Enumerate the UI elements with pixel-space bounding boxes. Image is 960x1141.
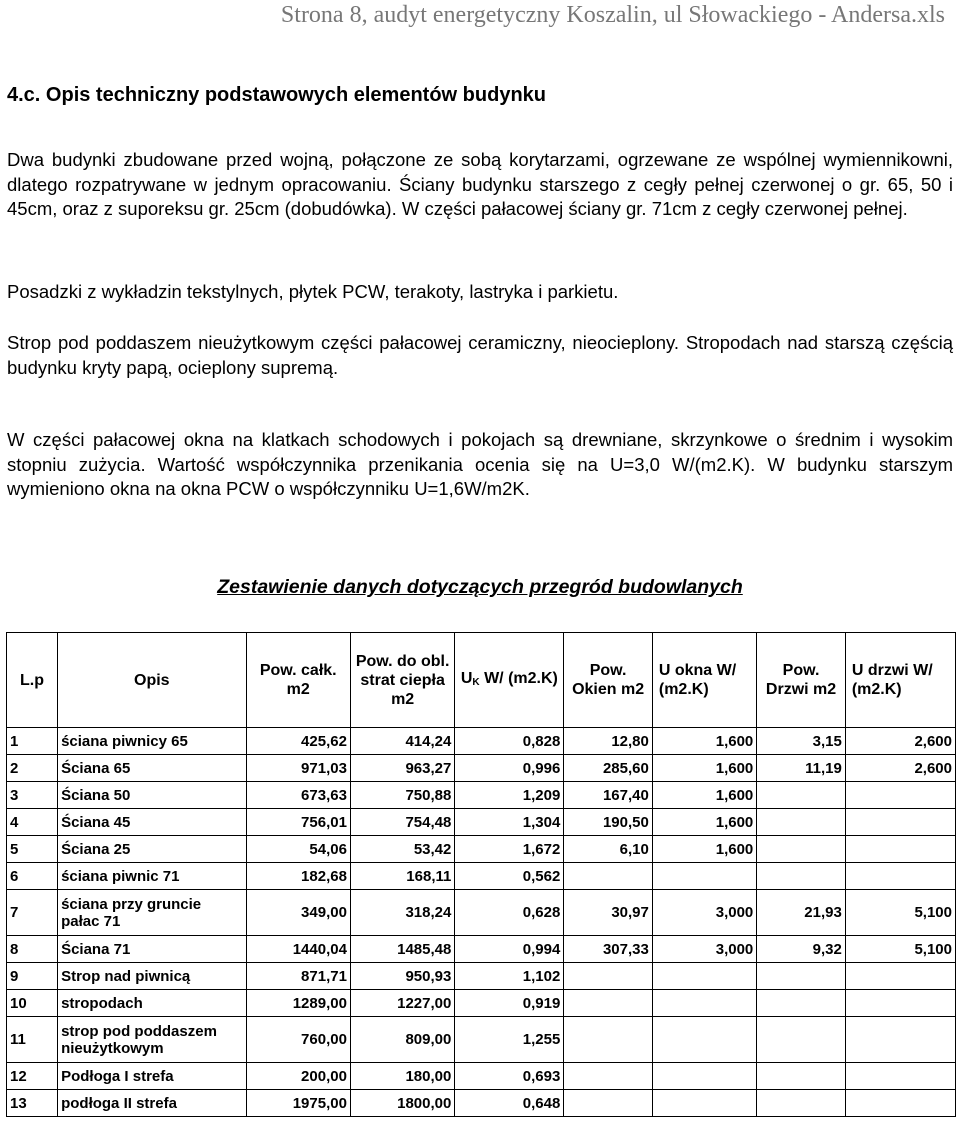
cell-opis: podłoga II strefa [58,1090,246,1117]
cell-uk: 1,672 [455,836,564,863]
cell-pow-okien [564,1017,653,1063]
cell-uk: 1,304 [455,809,564,836]
header-pow-drzwi: Pow. Drzwi m2 [757,633,846,728]
cell-opis: Ściana 25 [58,836,246,863]
cell-pow-okien: 6,10 [564,836,653,863]
page-header: Strona 8, audyt energetyczny Koszalin, ul Słowackiego - Andersa.xls [280,2,945,28]
cell-uk: 0,996 [455,755,564,782]
cell-lp: 13 [7,1090,58,1117]
cell-pow-drzwi [757,836,846,863]
cell-pow-drzwi [757,1063,846,1090]
cell-pow-do-obl: 809,00 [350,1017,454,1063]
cell-uk: 1,255 [455,1017,564,1063]
cell-pow-drzwi [757,990,846,1017]
cell-lp: 3 [7,782,58,809]
header-u-okna: U okna W/ (m2.K) [652,633,756,728]
table-row [7,936,956,963]
cell-u-drzwi: 5,100 [845,890,955,936]
paragraph-floors: Posadzki z wykładzin tekstylnych, płytek PCW, terakoty, lastryka i parkietu. [7,281,619,302]
cell-opis: Podłoga I strefa [58,1063,246,1090]
header-lp: L.p [7,633,58,728]
cell-pow-calk: 200,00 [246,1063,350,1090]
cell-u-drzwi [845,1090,955,1117]
cell-pow-okien: 190,50 [564,809,653,836]
cell-lp: 5 [7,836,58,863]
cell-u-okna [652,1063,756,1090]
cell-u-okna: 1,600 [652,755,756,782]
table-row [7,728,956,755]
cell-pow-okien: 307,33 [564,936,653,963]
cell-u-drzwi: 2,600 [845,728,955,755]
table-row [7,863,956,890]
cell-opis: strop pod poddaszem nieużytkowym [58,1017,246,1063]
cell-u-okna [652,1017,756,1063]
table-row [7,1063,956,1090]
cell-pow-do-obl: 1227,00 [350,990,454,1017]
cell-opis: Ściana 71 [58,936,246,963]
cell-lp: 6 [7,863,58,890]
table-title: Zestawienie danych dotyczących przegród budowlanych [217,576,743,598]
header-uk [455,633,564,728]
cell-lp: 11 [7,1017,58,1063]
cell-u-drzwi: 2,600 [845,755,955,782]
section-title: 4.c. Opis techniczny podstawowych elementów budynku [7,84,546,106]
cell-pow-drzwi [757,863,846,890]
cell-pow-calk: 756,01 [246,809,350,836]
table-row [7,890,956,936]
cell-opis: Ściana 65 [58,755,246,782]
cell-u-drzwi [845,990,955,1017]
cell-pow-do-obl: 754,48 [350,809,454,836]
cell-u-drzwi [845,1017,955,1063]
cell-pow-do-obl: 168,11 [350,863,454,890]
cell-pow-okien: 12,80 [564,728,653,755]
table-row [7,836,956,863]
cell-pow-drzwi: 21,93 [757,890,846,936]
cell-lp: 10 [7,990,58,1017]
paragraph-walls: Dwa budynki zbudowane przed wojną, połączone ze sobą korytarzami, ogrzewane ze wspólnej wymiennikowni, dlatego rozpatrywane w jednym opracowaniu. Ściany budynku starszego z cegły pełnej czerwonej o gr. 65, 50 i 45cm, oraz z suporeksu gr. 25cm (dobudówka). W części pałacowej ściany gr. 71cm z cegły czerwonej pełnej. [7,149,953,219]
cell-lp: 12 [7,1063,58,1090]
table-row [7,1017,956,1063]
cell-u-drzwi: 5,100 [845,936,955,963]
cell-pow-do-obl: 1485,48 [350,936,454,963]
header-pow-calk: Pow. całk. m2 [246,633,350,728]
cell-pow-do-obl: 318,24 [350,890,454,936]
cell-u-drzwi [845,863,955,890]
header-pow-do-obl: Pow. do obl. strat ciepła m2 [350,633,454,728]
cell-pow-calk: 971,03 [246,755,350,782]
cell-lp: 1 [7,728,58,755]
cell-pow-calk: 871,71 [246,963,350,990]
table-row [7,809,956,836]
cell-pow-do-obl: 53,42 [350,836,454,863]
cell-pow-calk: 1440,04 [246,936,350,963]
table-body [7,728,956,1117]
cell-uk: 0,628 [455,890,564,936]
cell-pow-drzwi [757,1017,846,1063]
cell-uk: 0,562 [455,863,564,890]
cell-lp: 8 [7,936,58,963]
cell-u-drzwi [845,836,955,863]
cell-u-okna [652,863,756,890]
cell-pow-do-obl: 950,93 [350,963,454,990]
cell-pow-calk: 349,00 [246,890,350,936]
table-row [7,755,956,782]
table-row [7,1090,956,1117]
cell-pow-calk: 1975,00 [246,1090,350,1117]
cell-pow-do-obl: 414,24 [350,728,454,755]
cell-uk: 0,828 [455,728,564,755]
table-row [7,782,956,809]
cell-uk: 0,648 [455,1090,564,1117]
cell-pow-calk: 1289,00 [246,990,350,1017]
cell-pow-do-obl: 180,00 [350,1063,454,1090]
cell-uk: 1,102 [455,963,564,990]
cell-lp: 7 [7,890,58,936]
cell-pow-okien [564,1090,653,1117]
cell-pow-calk: 182,68 [246,863,350,890]
cell-opis: ściana piwnic 71 [58,863,246,890]
cell-pow-do-obl: 1800,00 [350,1090,454,1117]
cell-u-drzwi [845,1063,955,1090]
cell-u-okna: 3,000 [652,890,756,936]
cell-pow-drzwi [757,963,846,990]
cell-uk: 0,919 [455,990,564,1017]
cell-pow-do-obl: 750,88 [350,782,454,809]
header-pow-okien: Pow. Okien m2 [564,633,653,728]
cell-uk: 0,693 [455,1063,564,1090]
table-row [7,963,956,990]
cell-uk: 1,209 [455,782,564,809]
cell-u-okna: 1,600 [652,809,756,836]
cell-opis: ściana przy gruncie pałac 71 [58,890,246,936]
cell-opis: Ściana 45 [58,809,246,836]
cell-pow-calk: 673,63 [246,782,350,809]
cell-opis: Ściana 50 [58,782,246,809]
cell-pow-okien [564,863,653,890]
cell-pow-drzwi [757,809,846,836]
header-u-drzwi: U drzwi W/ (m2.K) [845,633,955,728]
cell-uk: 0,994 [455,936,564,963]
header-uk-symbol: U [460,669,473,687]
header-uk-subscript: K [472,676,480,688]
paragraph-ceilings: Strop pod poddaszem nieużytkowym części pałacowej ceramiczny, nieocieplony. Stropodach nad starszą częścią budynku kryty papą, ocieplony supremą. [7,332,953,378]
cell-pow-okien: 285,60 [564,755,653,782]
cell-opis: ściana piwnicy 65 [58,728,246,755]
table-header-row [7,633,956,728]
cell-lp: 9 [7,963,58,990]
cell-pow-drzwi [757,1090,846,1117]
cell-pow-okien [564,963,653,990]
cell-pow-calk: 425,62 [246,728,350,755]
cell-u-okna: 3,000 [652,936,756,963]
cell-pow-calk: 54,06 [246,836,350,863]
paragraph-windows: W części pałacowej okna na klatkach schodowych i pokojach są drewniane, skrzynkowe o średnim i wysokim stopniu zużycia. Wartość współczynnika przenikania ocenia się na U=3,0 W/(m2.K). W budynku starszym wymieniono okna na okna PCW o współczynniku U=1,6W/m2K. [7,429,953,499]
header-opis: Opis [58,633,246,728]
cell-u-okna [652,963,756,990]
cell-opis: stropodach [58,990,246,1017]
cell-u-okna: 1,600 [652,728,756,755]
cell-u-okna: 1,600 [652,836,756,863]
cell-pow-okien: 167,40 [564,782,653,809]
cell-pow-okien [564,990,653,1017]
cell-u-drzwi [845,809,955,836]
cell-u-drzwi [845,963,955,990]
cell-pow-drzwi [757,782,846,809]
partitions-table [6,632,956,1117]
table-row [7,990,956,1017]
cell-pow-drzwi: 3,15 [757,728,846,755]
cell-u-okna: 1,600 [652,782,756,809]
header-uk-unit: W/ (m2.K) [484,669,558,687]
cell-pow-calk: 760,00 [246,1017,350,1063]
cell-u-okna [652,1090,756,1117]
cell-pow-drzwi: 11,19 [757,755,846,782]
cell-pow-okien: 30,97 [564,890,653,936]
cell-u-drzwi [845,782,955,809]
cell-lp: 4 [7,809,58,836]
cell-opis: Strop nad piwnicą [58,963,246,990]
cell-pow-do-obl: 963,27 [350,755,454,782]
cell-u-okna [652,990,756,1017]
cell-pow-drzwi: 9,32 [757,936,846,963]
cell-pow-okien [564,1063,653,1090]
cell-lp: 2 [7,755,58,782]
